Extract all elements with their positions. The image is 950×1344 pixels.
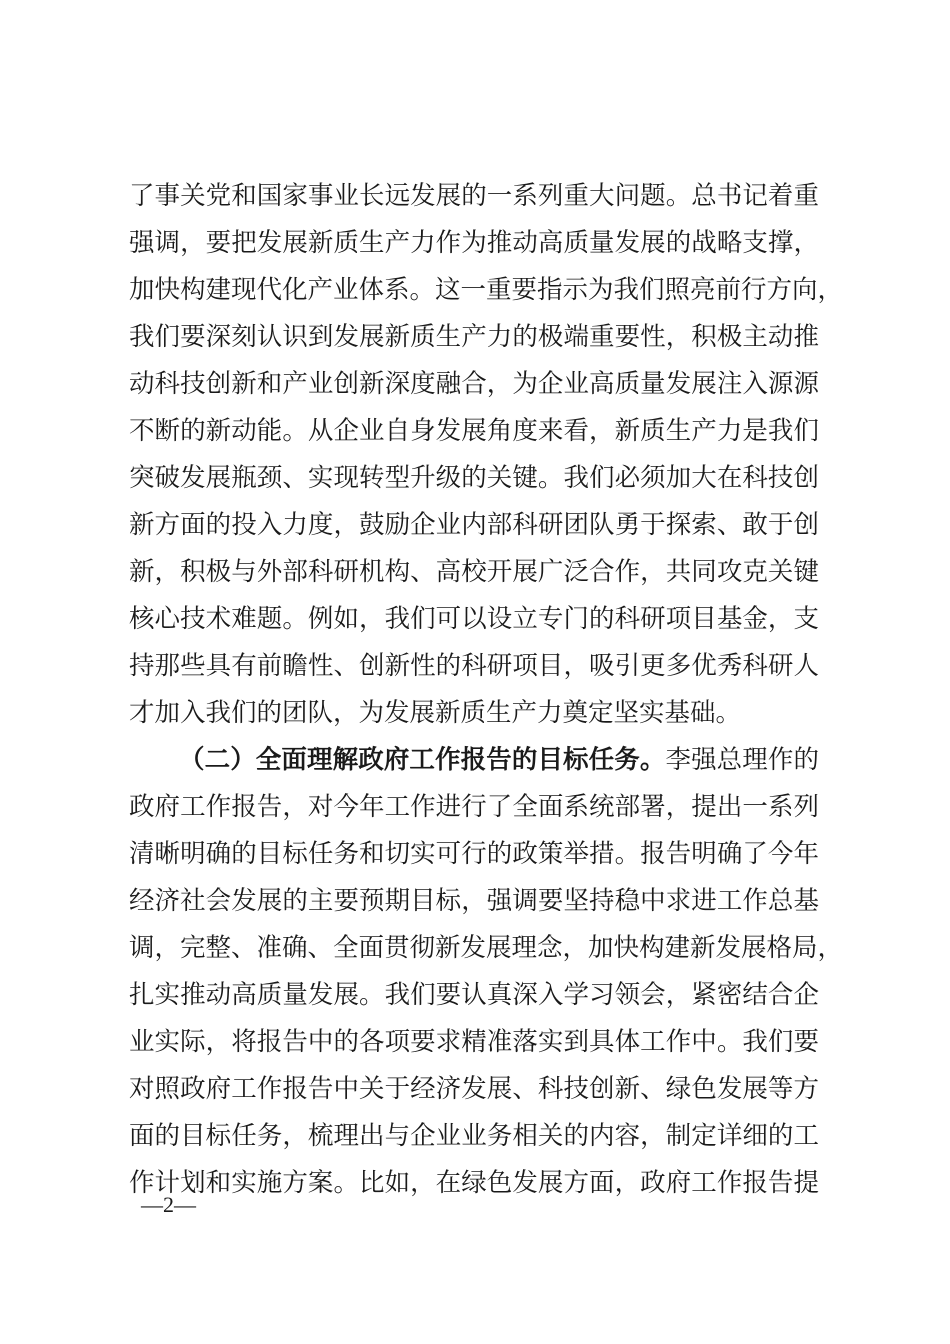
- body-text-line: 新方面的投入力度，鼓励企业内部科研团队勇于探索、敢于创: [129, 510, 819, 540]
- body-text-line: 清晰明确的目标任务和切实可行的政策举措。报告明确了今年: [129, 839, 819, 869]
- body-text-line: 业实际，将报告中的各项要求精准落实到具体工作中。我们要: [129, 1027, 819, 1057]
- body-text-line: 加快构建现代化产业体系。这一重要指示为我们照亮前行方向，: [129, 275, 844, 305]
- body-text-line: 不断的新动能。从企业自身发展角度来看，新质生产力是我们: [129, 416, 819, 446]
- body-text-line: 动科技创新和产业创新深度融合，为企业高质量发展注入源源: [129, 369, 819, 399]
- body-text-line: 经济社会发展的主要预期目标，强调要坚持稳中求进工作总基: [129, 886, 819, 916]
- body-text-line: 扎实推动高质量发展。我们要认真深入学习领会，紧密结合企: [129, 980, 819, 1010]
- body-text-line: 突破发展瓶颈、实现转型升级的关键。我们必须加大在科技创: [129, 463, 819, 493]
- body-text-line: 调，完整、准确、全面贯彻新发展理念，加快构建新发展格局，: [129, 933, 844, 963]
- body-text-line: 面的目标任务，梳理出与企业业务相关的内容，制定详细的工: [129, 1121, 819, 1151]
- body-text-line: 强调，要把发展新质生产力作为推动高质量发展的战略支撑，: [129, 228, 819, 258]
- body-text-line: 才加入我们的团队，为发展新质生产力奠定坚实基础。: [129, 698, 742, 728]
- body-text-line: 新，积极与外部科研机构、高校开展广泛合作，共同攻克关键: [129, 557, 819, 587]
- body-text-line: 政府工作报告，对今年工作进行了全面系统部署，提出一系列: [129, 792, 819, 822]
- body-text-line: 持那些具有前瞻性、创新性的科研项目，吸引更多优秀科研人: [129, 651, 819, 681]
- body-text-line: 作计划和实施方案。比如，在绿色发展方面，政府工作报告提: [129, 1168, 819, 1198]
- body-text-span: 李强总理作的: [665, 745, 819, 775]
- body-text-line: 核心技术难题。例如，我们可以设立专门的科研项目基金，支: [129, 604, 819, 634]
- body-text-line: 我们要深刻认识到发展新质生产力的极端重要性，积极主动推: [129, 322, 819, 352]
- body-text-line: 对照政府工作报告中关于经济发展、科技创新、绿色发展等方: [129, 1074, 819, 1104]
- section-first-line: [179, 737, 819, 783]
- page-number: —2—: [141, 1192, 196, 1217]
- section-heading: （二）全面理解政府工作报告的目标任务。: [179, 745, 666, 775]
- body-text-line: 了事关党和国家事业长远发展的一系列重大问题。总书记着重: [129, 181, 819, 211]
